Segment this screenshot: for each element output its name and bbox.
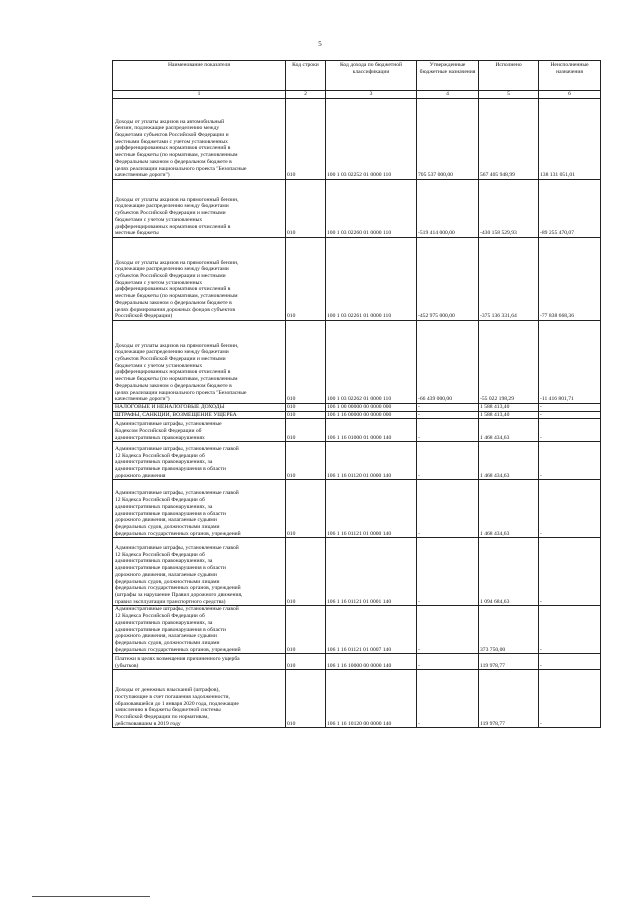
executed-cell: -375 136 331,64 xyxy=(479,238,539,321)
approved-cell: -452 975 000,00 xyxy=(417,238,479,321)
row-code-cell: 010 xyxy=(286,538,326,606)
row-code-cell: 010 xyxy=(286,419,326,442)
header-executed: Исполнено xyxy=(479,61,539,91)
unexecuted-cell: -11 416 801,71 xyxy=(539,321,601,404)
row-code-cell: 010 xyxy=(286,321,326,404)
header-indicator-name: Наименование показателя xyxy=(113,61,286,91)
executed-cell: 567 405 948,99 xyxy=(479,99,539,180)
indicator-name-text: Административные штрафы, установленные главой 12 Кодекса Российской Федерации об административных правонарушениях, за административные правонарушения в области дорожного движения xyxy=(115,445,239,479)
indicator-name-cell xyxy=(113,321,286,404)
header-income-code: Код дохода по бюджетной классификации xyxy=(326,61,417,91)
header-row-code: Код строки xyxy=(286,61,326,91)
unexecuted-cell: - xyxy=(539,419,601,442)
income-code-cell: 106 1 16 01121 01 0001 140 xyxy=(326,538,417,606)
approved-cell: - xyxy=(417,442,479,480)
indicator-name-cell xyxy=(113,480,286,538)
unexecuted-cell: - xyxy=(539,670,601,728)
table-row xyxy=(113,654,601,670)
row-code-cell: 010 xyxy=(286,480,326,538)
indicator-name-cell xyxy=(113,606,286,654)
indicator-name-text: Доходы от уплаты акцизов на прямогонный бензин, подлежащие распределению между бюджетами субъектов Российской Федерации и местными бюджетами с учетом установленных дифференцированных нормативов отчислений в местные бюджеты xyxy=(115,196,239,237)
income-code-cell: 106 1 16 00000 00 0000 000 xyxy=(326,411,417,419)
unexecuted-cell: - xyxy=(539,606,601,654)
table-row xyxy=(113,419,601,442)
unexecuted-cell: - xyxy=(539,480,601,538)
indicator-name-text: Доходы от уплаты акцизов на автомобильный бензин, подлежащие распределению между бюджетами субъектов Российской Федерации и местными бюджетами с учетом установленных дифференцированных нормативов отчислений в местные бюджеты (по нормативам, установленным Федеральным законом о федеральном бюджете в целях реализации национального проекта "Безопасные качественные дороги") xyxy=(115,118,247,179)
income-code-cell: 106 1 00 00000 00 0000 000 xyxy=(326,404,417,412)
table-row xyxy=(113,411,601,419)
income-code-cell: 100 1 03 02261 01 0000 110 xyxy=(326,238,417,321)
unexecuted-cell: - xyxy=(539,654,601,670)
indicator-name-cell xyxy=(113,404,286,412)
income-code-cell: 106 1 16 01121 01 0000 140 xyxy=(326,480,417,538)
indicator-name-cell xyxy=(113,99,286,180)
row-code-cell: 010 xyxy=(286,404,326,412)
column-number: 2 xyxy=(286,91,326,99)
income-code-cell: 106 1 16 10000 00 0000 140 xyxy=(326,654,417,670)
column-number: 1 xyxy=(113,91,286,99)
table-row xyxy=(113,99,601,180)
unexecuted-cell: 138 131 051,01 xyxy=(539,99,601,180)
row-code-cell: 010 xyxy=(286,606,326,654)
executed-cell: 1 588 413,40 xyxy=(479,404,539,412)
income-code-cell: 106 1 16 01120 01 0000 140 xyxy=(326,442,417,480)
executed-cell: 373 750,00 xyxy=(479,606,539,654)
column-number: 6 xyxy=(539,91,601,99)
row-code-cell: 010 xyxy=(286,99,326,180)
row-code-cell: 010 xyxy=(286,411,326,419)
indicator-name-cell xyxy=(113,411,286,419)
indicator-name-text: Административные штрафы, установленные главой 12 Кодекса Российской Федерации об административных правонарушениях, за административные правонарушения в области дорожного движения, налагаемые судьями федеральных судов, должностными лицами федеральных государственных органов, учреждений (штрафы за нарушение Правил дорожного движения, правил эксплуатации транспортного средства) xyxy=(115,545,243,605)
approved-cell: -66 439 000,00 xyxy=(417,321,479,404)
indicator-name-text: НАЛОГОВЫЕ И НЕНАЛОГОВЫЕ ДОХОДЫ xyxy=(115,404,225,410)
indicator-name-cell xyxy=(113,538,286,606)
column-number: 4 xyxy=(417,91,479,99)
approved-cell: -519 414 000,00 xyxy=(417,180,479,238)
income-code-cell: 100 1 03 02262 01 0000 110 xyxy=(326,321,417,404)
row-code-cell: 010 xyxy=(286,238,326,321)
unexecuted-cell: - xyxy=(539,442,601,480)
table-row xyxy=(113,238,601,321)
executed-cell: 119 978,77 xyxy=(479,670,539,728)
executed-cell: 1 468 434,63 xyxy=(479,419,539,442)
executed-cell: 1 588 413,40 xyxy=(479,411,539,419)
page-number: 5 xyxy=(318,40,322,48)
row-code-cell: 010 xyxy=(286,180,326,238)
indicator-name-cell xyxy=(113,180,286,238)
table-row xyxy=(113,404,601,412)
table-row xyxy=(113,480,601,538)
header-row xyxy=(113,61,601,91)
executed-cell: 1 468 434,63 xyxy=(479,480,539,538)
indicator-name-text: ШТРАФЫ, САНКЦИИ, ВОЗМЕЩЕНИЕ УЩЕРБА xyxy=(115,411,237,418)
approved-cell: 705 537 000,00 xyxy=(417,99,479,180)
indicator-name-text: Платежи в целях возмещения причиненного ущерба (убытков) xyxy=(115,656,240,669)
indicator-name-cell xyxy=(113,654,286,670)
indicator-name-text: Административные штрафы, установленные главой 12 Кодекса Российской Федерации об административных правонарушениях, за административные правонарушения в области дорожного движения, налагаемые судьями федеральных судов, должностными лицами федеральных государственных органов, учреждений xyxy=(115,490,241,537)
income-code-cell: 100 1 03 02260 01 0000 110 xyxy=(326,180,417,238)
column-number-row xyxy=(113,91,601,99)
indicator-name-cell xyxy=(113,442,286,480)
table-row xyxy=(113,606,601,654)
unexecuted-cell: - xyxy=(539,404,601,412)
unexecuted-cell: -77 838 668,36 xyxy=(539,238,601,321)
indicator-name-text: Доходы от денежных взысканий (штрафов), поступающие в счет погашения задолженности, образовавшейся до 1 января 2020 года, подлежащие зачислению в бюджеты бюджетной системы Российской Федерации по нормативам, действовавшим в 2019 году xyxy=(115,687,239,727)
approved-cell: - xyxy=(417,654,479,670)
executed-cell: 1 094 684,63 xyxy=(479,538,539,606)
approved-cell: - xyxy=(417,480,479,538)
row-code-cell: 010 xyxy=(286,442,326,480)
indicator-name-text: Административные штрафы, установленные главой 12 Кодекса Российской Федерации об административных правонарушениях, за административные правонарушения в области дорожного движения, налагаемые судьями федеральных судов, должностными лицами федеральных государственных органов, учреждений xyxy=(115,606,241,653)
budget-execution-table xyxy=(112,60,601,728)
footer-rule xyxy=(32,896,150,897)
executed-cell: 1 468 434,63 xyxy=(479,442,539,480)
table-row xyxy=(113,321,601,404)
unexecuted-cell: -89 255 470,07 xyxy=(539,180,601,238)
table-row xyxy=(113,538,601,606)
approved-cell: - xyxy=(417,419,479,442)
approved-cell: - xyxy=(417,404,479,412)
unexecuted-cell: - xyxy=(539,538,601,606)
indicator-name-cell xyxy=(113,238,286,321)
indicator-name-cell xyxy=(113,419,286,442)
executed-cell: -55 022 198,29 xyxy=(479,321,539,404)
approved-cell: - xyxy=(417,538,479,606)
approved-cell: - xyxy=(417,670,479,728)
indicator-name-cell xyxy=(113,670,286,728)
unexecuted-cell: - xyxy=(539,411,601,419)
header-unexecuted: Неисполненные назначения xyxy=(539,61,601,91)
income-code-cell: 106 1 16 10120 00 0000 140 xyxy=(326,670,417,728)
executed-cell: 119 978,77 xyxy=(479,654,539,670)
row-code-cell: 010 xyxy=(286,670,326,728)
income-code-cell: 100 1 03 02252 01 0000 110 xyxy=(326,99,417,180)
indicator-name-text: Административные штрафы, установленные Кодексом Российской Федерации об административных правонарушениях xyxy=(115,421,222,441)
approved-cell: - xyxy=(417,411,479,419)
table-row xyxy=(113,442,601,480)
row-code-cell: 010 xyxy=(286,654,326,670)
table-row xyxy=(113,180,601,238)
column-number: 3 xyxy=(326,91,417,99)
executed-cell: -430 158 529,93 xyxy=(479,180,539,238)
income-code-cell: 106 1 16 01000 01 0000 140 xyxy=(326,419,417,442)
approved-cell: - xyxy=(417,606,479,654)
header-approved: Утвержденные бюджетные назначения xyxy=(417,61,479,91)
table-row xyxy=(113,670,601,728)
indicator-name-text: Доходы от уплаты акцизов на прямогонный бензин, подлежащие распределению между бюджетами субъектов Российской Федерации и местными бюджетами с учетом установленных дифференцированных нормативов отчислений в местные бюджеты (по нормативам, установленным Федеральным законом о федеральном бюджете в целях формирования дорожных фондов субъектов Российской Федерации) xyxy=(115,259,239,320)
indicator-name-text: Доходы от уплаты акцизов на прямогонный бензин, подлежащие распределению между бюджетами субъектов Российской Федерации и местными бюджетами с учетом установленных дифференцированных нормативов отчислений в местные бюджеты (по нормативам, установленным Федеральным законом о федеральном бюджете в целях реализации национального проекта "Безопасные качественные дороги") xyxy=(115,342,247,403)
income-code-cell: 106 1 16 01121 01 0007 140 xyxy=(326,606,417,654)
column-number: 5 xyxy=(479,91,539,99)
